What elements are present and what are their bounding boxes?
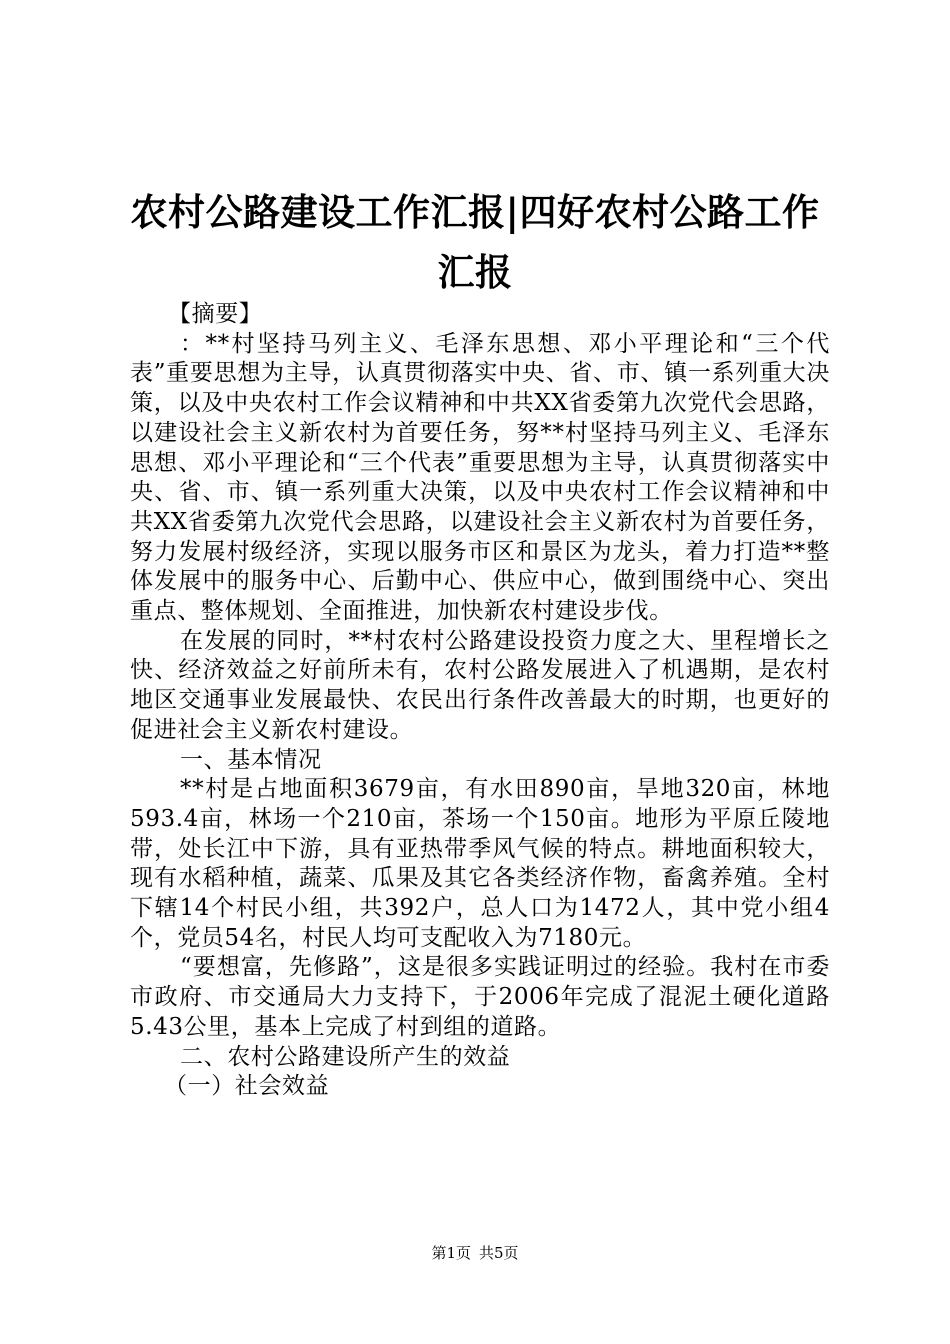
document-body <box>130 300 830 1102</box>
document-title: 农村公路建设工作汇报|四好农村公路工作汇报 <box>130 190 820 294</box>
page-number-current: 第1页 <box>431 1244 471 1262</box>
page-footer <box>0 1243 950 1263</box>
development-paragraph: 在发展的同时，**村农村公路建设投资力度之大、里程增长之快、经济效益之好前所未有，农村公路发展进入了机遇期，是农村地区交通事业发展最快、农民出行条件改善最大的时期，也更好的促进社会主义新农村建设。 <box>130 627 830 743</box>
abstract-paragraph: ：**村坚持马列主义、毛泽东思想、邓小平理论和“三个代表”重要思想为主导，认真贯彻落实中央、省、市、镇一系列重大决策，以及中央农村工作会议精神和中共XX省委第九次党代会思路，以建设社会主义新农村为首要任务，努**村坚持马列主义、毛泽东思想、邓小平理论和“三个代表”重要思想为主导，认真贯彻落实中央、省、市、镇一系列重大决策，以及中央农村工作会议精神和中共XX省委第九次党代会思路，以建设社会主义新农村为首要任务，努力发展村级经济，实现以服务市区和景区为龙头，着力打造**整体发展中的服务中心、后勤中心、供应中心，做到围绕中心、突出重点、整体规划、全面推进，加快新农村建设步伐。 <box>130 330 830 625</box>
abstract-label: 【摘要】 <box>168 301 263 327</box>
section-heading-basic: 一、基本情况 <box>180 746 322 773</box>
section-heading-benefits: 二、农村公路建设所产生的效益 <box>180 1043 511 1070</box>
subsection-heading-social: （一）社会效益 <box>164 1073 330 1100</box>
page-number-total: 共5页 <box>479 1244 519 1262</box>
road-paragraph: “要想富，先修路”，这是很多实践证明过的经验。我村在市委市政府、市交通局大力支持下，于2006年完成了混泥土硬化道路5.43公里，基本上完成了村到组的道路。 <box>130 954 830 1040</box>
basic-info-paragraph: **村是占地面积3679亩，有水田890亩，旱地320亩，林地593.4亩，林场一个210亩，茶场一个150亩。地形为平原丘陵地带，处长江中下游，具有亚热带季风气候的特点。耕地面积较大，现有水稻种植，蔬菜、瓜果及其它各类经济作物，畜禽养殖。全村下辖14个村民小组，共392户，总人口为1472人，其中党小组4个，党员54名，村民人均可支配收入为7180元。 <box>130 776 830 951</box>
